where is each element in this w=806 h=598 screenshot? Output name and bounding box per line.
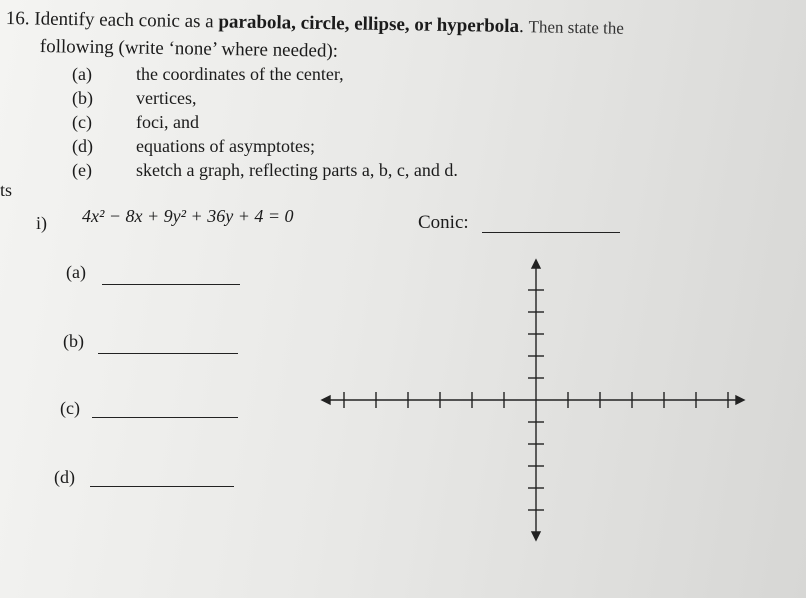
margin-text: ts xyxy=(0,180,13,200)
subproblem-label: i) xyxy=(36,213,47,233)
question-intro-tail: Then state the xyxy=(528,17,625,38)
part-b: (b) vertices, xyxy=(72,88,197,108)
x-axis-arrow-right xyxy=(736,396,744,404)
y-axis-arrow-up xyxy=(532,260,540,268)
answer-c-label: (c) xyxy=(60,398,80,418)
equation: 4x² − 8x + 9y² + 36y + 4 = 0 xyxy=(82,206,294,226)
question-line-1: 16. Identify each conic as a parabola, circle, ellipse, or hyperbola. Then state the xyxy=(5,8,625,38)
answer-b-label: (b) xyxy=(63,331,84,351)
answer-d-label: (d) xyxy=(54,467,75,487)
part-a: (a) the coordinates of the center, xyxy=(72,64,344,84)
question-line-2: following (write ‘none’ where needed): xyxy=(39,36,339,62)
conic-types: parabola, circle, ellipse, or hyperbola xyxy=(218,11,520,38)
part-d: (d) equations of asymptotes; xyxy=(72,136,315,156)
question-intro: Identify each conic as a xyxy=(34,8,214,33)
y-axis-arrow-down xyxy=(532,532,540,540)
answer-a-label: (a) xyxy=(66,262,86,282)
part-e: (e) sketch a graph, reflecting parts a, b, c, and d. xyxy=(72,160,458,180)
conic-label: Conic: xyxy=(418,212,469,233)
x-axis-arrow-left xyxy=(322,396,330,404)
part-c: (c) foci, and xyxy=(72,112,199,132)
question-number: 16. xyxy=(5,8,30,30)
